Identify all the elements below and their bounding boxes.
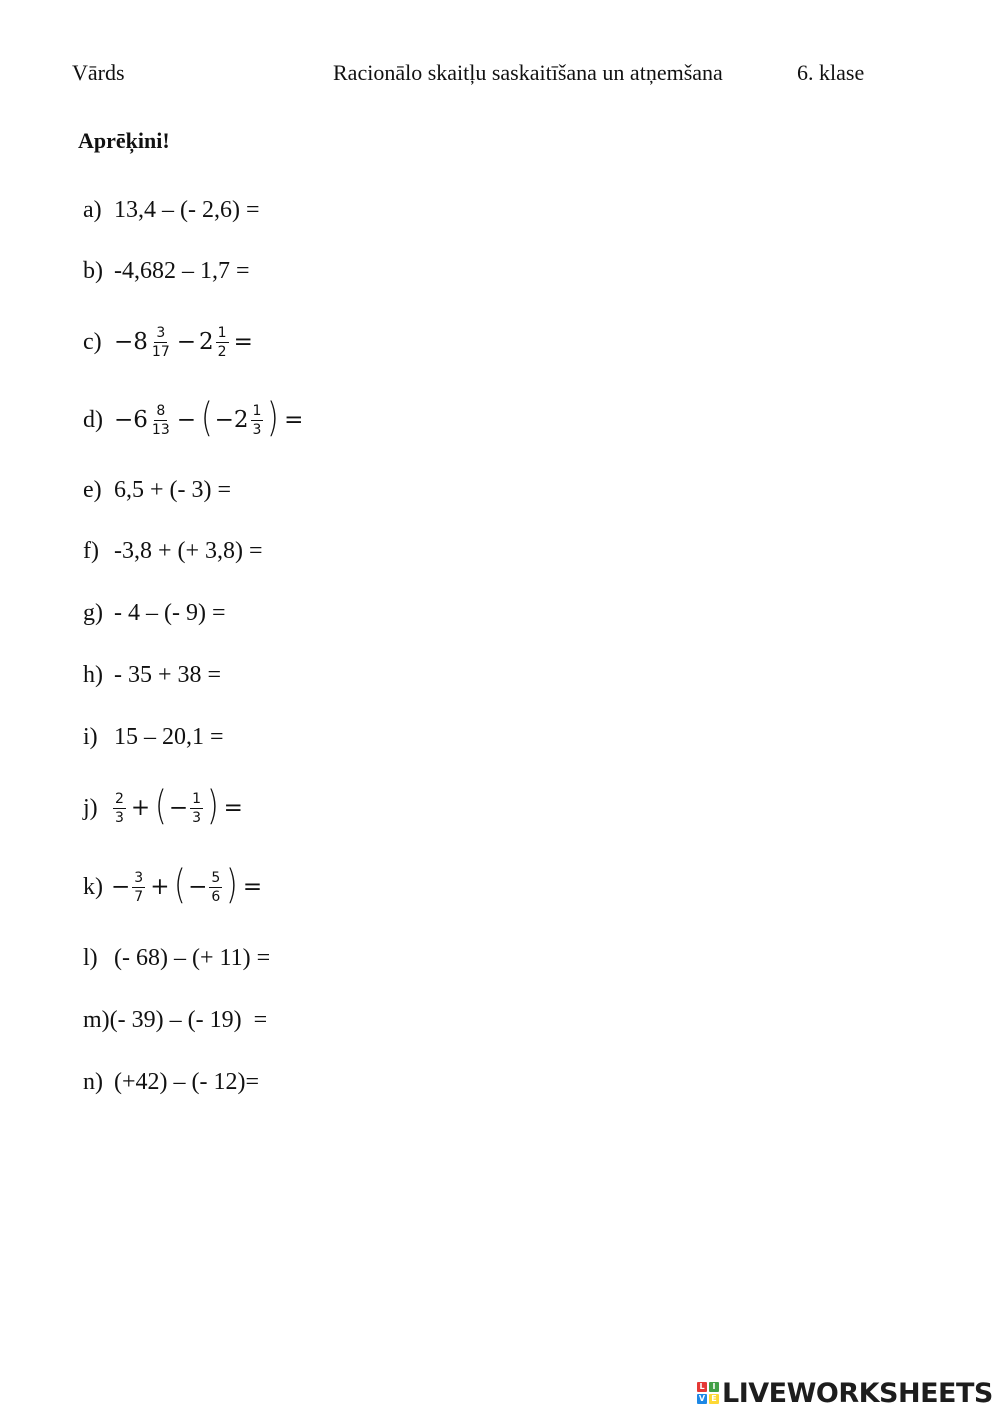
- left-parenthesis: (: [200, 395, 213, 441]
- exercise-c: [83, 312, 256, 372]
- minus-sign: −: [111, 874, 131, 900]
- equals-sign: =: [233, 329, 253, 355]
- denominator: 3: [252, 421, 262, 438]
- equals-sign: =: [223, 795, 243, 821]
- equals-sign: =: [242, 874, 263, 900]
- exercise-h: [83, 645, 221, 705]
- exercise-expression: - 4 – (- 9) =: [114, 599, 226, 626]
- minus-sign: −: [188, 874, 208, 900]
- right-parenthesis: ): [206, 783, 219, 829]
- numerator: 3: [134, 869, 144, 886]
- left-parenthesis: (: [155, 783, 167, 829]
- whole-number: −6: [114, 407, 148, 433]
- exercise-expression: -3,8 + (+ 3,8) =: [114, 537, 263, 564]
- denominator: 13: [151, 421, 170, 438]
- exercise-label: f): [83, 537, 99, 564]
- denominator: 3: [115, 809, 124, 826]
- exercise-expression: [114, 395, 306, 441]
- exercise-label: g): [83, 599, 103, 626]
- exercise-expression: 6,5 + (- 3) =: [114, 476, 232, 503]
- exercise-label: d): [83, 406, 103, 433]
- exercise-expression: 15 – 20,1 =: [114, 723, 224, 750]
- exercise-label: b): [83, 257, 103, 284]
- instruction-heading: Aprēķini!: [78, 128, 170, 153]
- exercise-label: c): [83, 328, 102, 355]
- exercise-expression: [111, 862, 265, 908]
- logo-tile: L: [697, 1382, 707, 1392]
- exercise-f: [83, 521, 263, 581]
- worksheet-title: Racionālo skaitļu saskaitīšana un atņemšana: [333, 60, 723, 85]
- operator: +: [150, 874, 170, 900]
- exercise-label: i): [83, 723, 98, 750]
- exercise-l: [83, 928, 270, 988]
- numerator: 3: [156, 324, 166, 341]
- numerator: 1: [192, 790, 202, 807]
- denominator: 6: [211, 888, 221, 905]
- denominator: 2: [217, 343, 227, 360]
- numerator: 1: [252, 402, 262, 419]
- exercise-j: [83, 778, 246, 838]
- exercise-label: n): [83, 1068, 103, 1095]
- exercise-expression: [114, 325, 256, 360]
- exercise-label: m): [83, 1006, 110, 1033]
- fraction: [209, 870, 222, 905]
- equals-sign: =: [284, 407, 304, 433]
- exercise-expression: (- 39) – (- 19) =: [109, 1006, 268, 1033]
- right-parenthesis: ): [267, 395, 280, 441]
- fraction: [150, 403, 172, 438]
- exercise-label: l): [83, 944, 98, 971]
- exercise-k: [83, 857, 265, 917]
- exercise-expression: 13,4 – (- 2,6) =: [114, 196, 260, 223]
- watermark-text: LIVEWORKSHEETS: [722, 1377, 993, 1409]
- operator: −: [176, 407, 197, 433]
- fraction: [216, 325, 229, 360]
- exercise-n: [83, 1052, 259, 1112]
- exercise-e: [83, 460, 231, 520]
- numerator: 5: [211, 869, 221, 886]
- exercise-label: j): [83, 794, 98, 821]
- logo-tile: E: [709, 1394, 719, 1404]
- whole-number: 2: [199, 329, 214, 355]
- exercise-i: [83, 707, 224, 767]
- exercise-label: a): [83, 196, 102, 223]
- fraction: [113, 791, 126, 826]
- exercise-m: [83, 990, 267, 1050]
- exercise-expression: [111, 783, 246, 829]
- exercise-a: [83, 180, 260, 240]
- minus-sign: −: [168, 795, 189, 821]
- operator: −: [176, 329, 197, 355]
- denominator: 3: [192, 809, 202, 826]
- exercise-expression: (+42) – (- 12)=: [114, 1068, 260, 1095]
- exercise-g: [83, 583, 226, 643]
- fraction: [190, 791, 203, 826]
- numerator: 8: [156, 402, 166, 419]
- exercise-label: h): [83, 661, 103, 688]
- exercise-d: [83, 390, 306, 450]
- logo-tile: V: [698, 1394, 706, 1403]
- whole-number: −2: [214, 407, 249, 433]
- denominator: 17: [151, 343, 170, 360]
- operator: +: [130, 795, 151, 821]
- name-label: Vārds: [72, 60, 125, 85]
- exercise-expression: -4,682 – 1,7 =: [114, 257, 250, 284]
- exercise-label: k): [83, 873, 103, 900]
- numerator: 1: [217, 324, 227, 341]
- fraction: [132, 870, 145, 905]
- numerator: 2: [115, 790, 124, 807]
- whole-number: −8: [114, 329, 148, 355]
- logo-tile: I: [709, 1382, 719, 1392]
- fraction: [251, 403, 264, 438]
- right-parenthesis: ): [226, 862, 238, 908]
- liveworksheets-logo-icon: [697, 1382, 719, 1404]
- fraction: [150, 325, 172, 360]
- exercise-label: e): [83, 476, 102, 503]
- exercise-expression: (- 68) – (+ 11) =: [114, 944, 271, 971]
- left-parenthesis: (: [174, 862, 187, 908]
- exercise-expression: - 35 + 38 =: [114, 661, 222, 688]
- denominator: 7: [134, 888, 144, 905]
- liveworksheets-watermark: [697, 1378, 993, 1408]
- grade-label: 6. klase: [797, 60, 865, 85]
- exercise-b: [83, 241, 250, 301]
